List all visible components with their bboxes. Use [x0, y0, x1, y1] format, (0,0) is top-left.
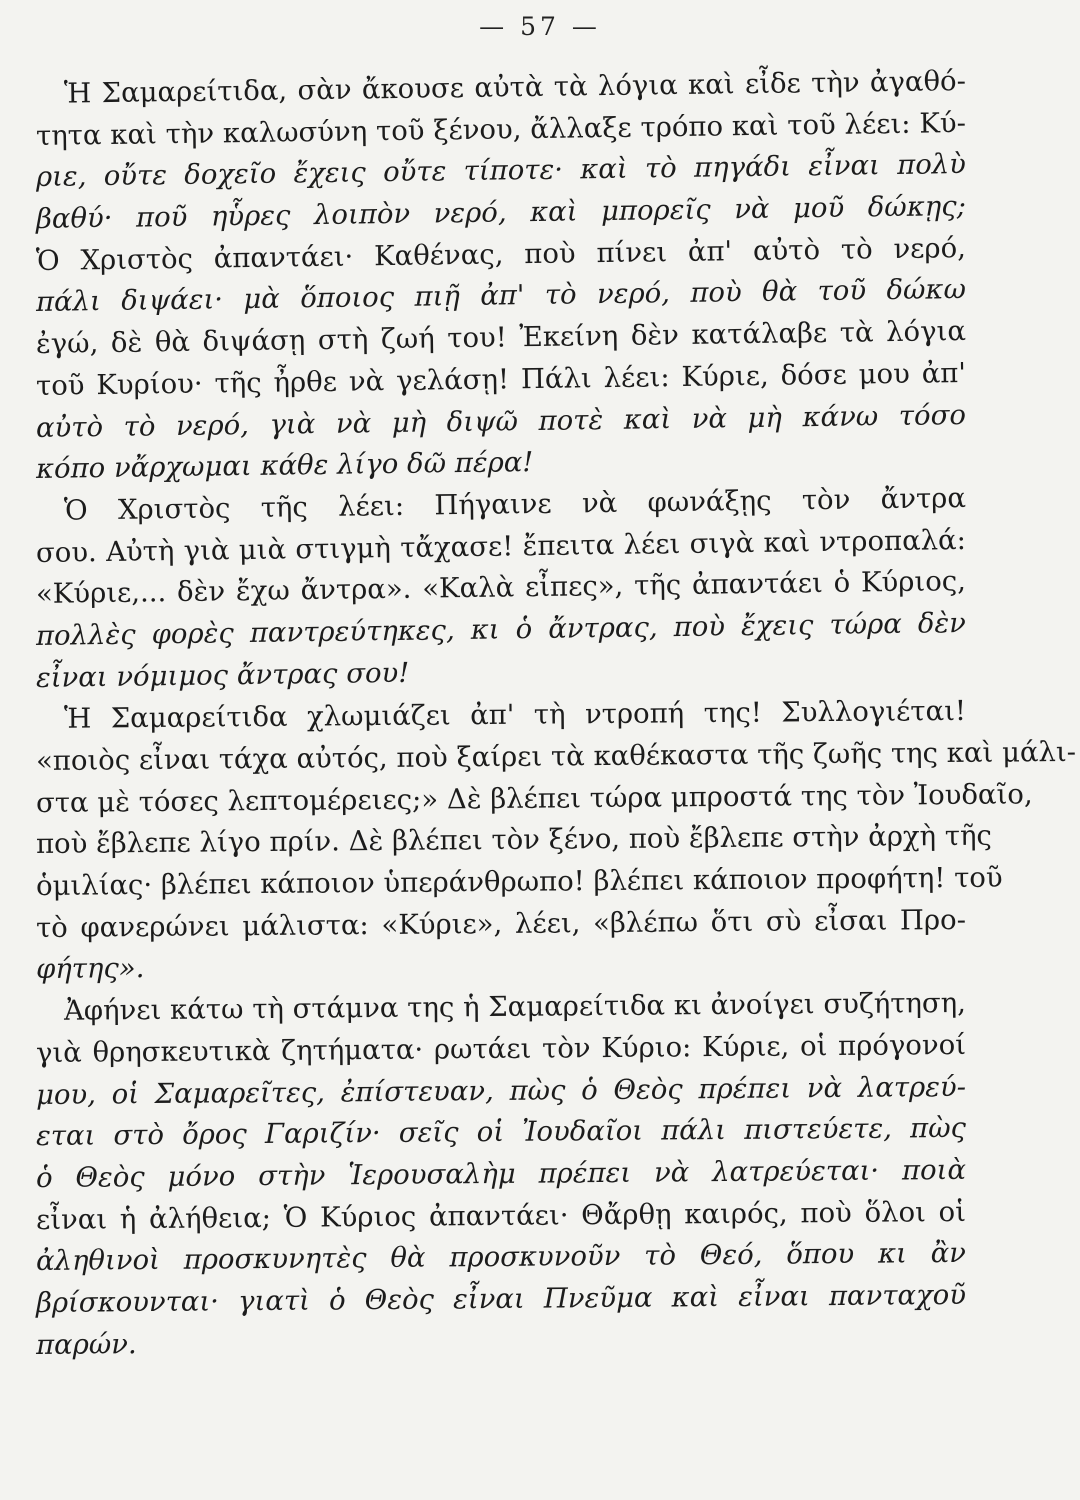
text-line: πάλι διψάει· μὰ ὅποιος πιῇ ἀπ' τὸ νερό, ποὺ θὰ τοῦ δώκω [35, 273, 967, 319]
text-line: αὐτὸ τὸ νερό, γιὰ νὰ μὴ διψῶ ποτὲ καὶ νὰ μὴ κάνω τόσο [35, 398, 967, 444]
text-line: μου, οἱ Σαμαρεῖτες, ἐπίστευαν, πὼς ὁ Θεὸς πρέπει νὰ λατρεύ- [35, 1070, 967, 1111]
text-line: ριε, οὔτε δοχεῖο ἔχεις οὔτε τίποτε· καὶ τὸ πηγάδι εἶναι πολὺ [35, 148, 967, 194]
text-line: εἶναι ἡ ἀλήθεια; Ὁ Κύριος ἀπαντάει· Θἄρθῃ καιρός, ποὺ ὅλοι οἱ [35, 1195, 967, 1236]
text-line: σου. Αὐτὴ γιὰ μιὰ στιγμὴ τἄχασε! ἔπειτα λέει σιγὰ καὶ ντροπαλά: [35, 523, 967, 569]
text-line: παρών. [35, 1327, 137, 1361]
text-line: ποὺ ἔβλεπε λίγο πρίν. Δὲ βλέπει τὸν ξένο, ποὺ ἔβλεπε στὴν ἀρχὴ τῆς [35, 820, 993, 861]
text-line: Ὁ Χριστὸς ἀπαντάει· Καθένας, ποὺ πίνει ἀπ' αὐτὸ τὸ νερό, [35, 231, 967, 277]
text-line: ὁ Θεὸς μόνο στὴν Ἱερουσαλὴμ πρέπει νὰ λατρεύεται· ποιὰ [35, 1153, 967, 1194]
page-number: — 57 — [479, 12, 601, 41]
text-line: γιὰ θρησκευτικὰ ζητήματα· ρωτάει τὸν Κύριο: Κύριε, οἱ πρόγονοί [35, 1028, 967, 1069]
text-line: «Κύριε,... δὲν ἔχω ἄντρα». «Καλὰ εἶπες», τῆς ἀπαντάει ὁ Κύριος, [35, 565, 967, 611]
text-line: πολλὲς φορὲς παντρεύτηκες, κι ὁ ἄντρας, ποὺ ἔχεις τώρα δὲν [35, 606, 967, 652]
text-line: στα μὲ τόσες λεπτομέρειες;» Δὲ βλέπει τώρα μπροστά της τὸν Ἰουδαῖο, [35, 777, 1033, 819]
text-line: φήτης». [35, 952, 145, 986]
text-line: Ἀφήνει κάτω τὴ στάμνα της ἡ Σαμαρείτιδα κι ἀνοίγει συζήτηση, [63, 987, 967, 1027]
text-line: Ἡ Σαμαρείτιδα χλωμιάζει ἀπ' τὴ ντροπή της! Συλλογιέται! [63, 695, 967, 736]
body-text [35, 65, 1077, 1366]
text-line: ἐγώ, δὲ θὰ διψάσῃ στὴ ζωή του! Ἐκείνη δὲν κατάλαβε τὰ λόγια [35, 315, 967, 361]
text-line: βρίσκουνται· γιατὶ ὁ Θεὸς εἶναι Πνεῦμα καὶ εἶναι πανταχοῦ [35, 1278, 967, 1319]
text-line: κόπο νἄρχωμαι κάθε λίγο δῶ πέρα! [35, 446, 534, 486]
text-line: εἶναι νόμιμος ἄντρας σου! [35, 656, 410, 694]
text-line: «ποιὸς εἶναι τάχα αὐτός, ποὺ ξαίρει τὰ καθέκαστα τῆς ζωῆς της καὶ μάλι- [35, 735, 1077, 777]
text-line: εται στὸ ὄρος Γαριζίν· σεῖς οἱ Ἰουδαῖοι πάλι πιστεύετε, πὼς [35, 1112, 967, 1153]
text-line: Ἡ Σαμαρείτιδα, σὰν ἄκουσε αὐτὰ τὰ λόγια καὶ εἶδε τὴν ἀγαθό- [63, 65, 967, 110]
text-line: τὸ φανερώνει μάλιστα: «Κύριε», λέει, «βλέπω ὅτι σὺ εἶσαι Προ- [35, 903, 967, 944]
text-line: τοῦ Κυρίου· τῆς ἦρθε νὰ γελάσῃ! Πάλι λέει: Κύριε, δόσε μου ἀπ' [35, 356, 967, 402]
text-line: βαθύ· ποῦ ηὗρες λοιπὸν νερό, καὶ μπορεῖς νὰ μοῦ δώκῃς; [35, 190, 967, 236]
text-line: ὁμιλίας· βλέπει κάποιον ὑπεράνθρωπο! βλέπει κάποιον προφήτη! τοῦ [35, 861, 1003, 903]
text-line: Ὁ Χριστὸς τῆς λέει: Πήγαινε νὰ φωνάξῃς τὸν ἄντρα [63, 481, 967, 527]
text-line: τητα καὶ τὴν καλωσύνη τοῦ ξένου, ἄλλαξε τρόπο καὶ τοῦ λέει: Κύ- [35, 106, 967, 152]
text-line: ἀληθινοὶ προσκυνητὲς θὰ προσκυνοῦν τὸ Θεό, ὅπου κι ἂν [35, 1237, 967, 1278]
